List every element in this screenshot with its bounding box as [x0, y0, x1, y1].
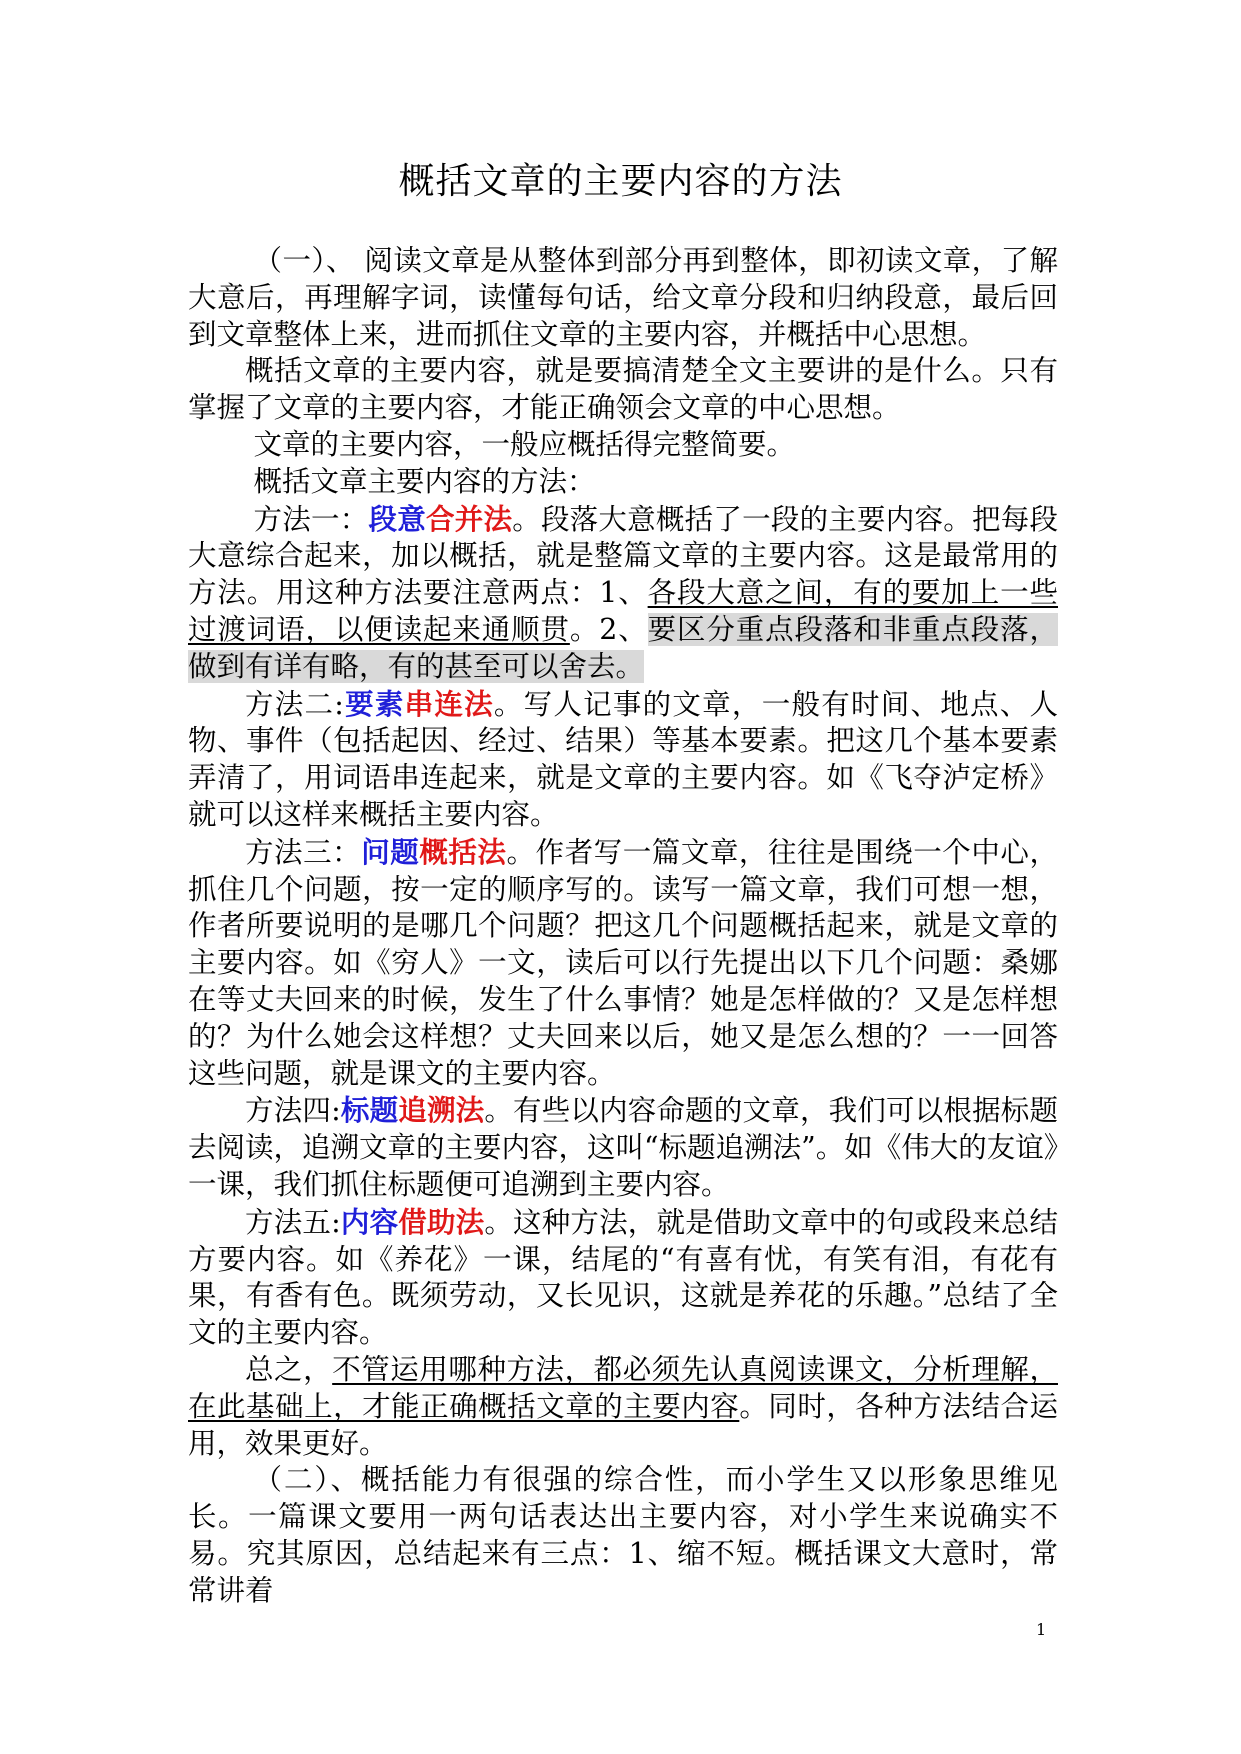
paragraph-method-1: [188, 501, 1058, 686]
method-1-lead: 方法一：: [253, 502, 369, 536]
method-3-keyword-blue: 问题: [361, 834, 420, 869]
paragraph-method-5: [188, 1204, 1058, 1352]
method-1-text: 。段落大意概括了一段的主要内容。把每段大意综合起来，加以概括，就是整篇文章的主要内容。这是最常用的方法。用这种方法要注意两点：1、: [188, 502, 1058, 610]
method-2-text: 。写人记事的文章，一般有时间、地点、人物、事件（包括起因、经过、结果）等基本要素。把这几个基本要素弄清了，用词语串连起来，就是文章的主要内容。如《飞夺泸定桥》就可以这样来概括主要内容。: [188, 687, 1058, 831]
document-body: [188, 243, 1058, 1609]
method-4-lead: 方法四:: [245, 1094, 341, 1128]
paragraph-part-two: （二）、概括能力有很强的综合性，而小学生又以形象思维见长。一篇课文要用一两句话表达出主要内容，对小学生来说确实不易。究其原因，总结起来有三点：1、缩不短。概括课文大意时，常常讲着: [188, 1463, 1058, 1607]
method-2-keyword-red: 串连法: [404, 686, 494, 721]
page-number: 1: [1036, 1620, 1047, 1639]
page-title: 概括文章的主要内容的方法: [398, 161, 843, 202]
method-1-keyword-blue: 段意: [368, 501, 426, 536]
paragraph-main-content: 概括文章的主要内容，就是要搞清楚全文主要讲的是什么。只有掌握了文章的主要内容，才能正确领会文章的中心思想。: [188, 354, 1058, 425]
method-2-lead: 方法二:: [245, 687, 344, 721]
summary-text: 。同时，各种方法结合运用，效果更好。: [188, 1389, 1058, 1460]
method-3-keyword-red: 概括法: [419, 834, 507, 869]
paragraph-summary: [188, 1352, 1058, 1462]
method-1-keyword-red: 合并法: [425, 501, 513, 536]
method-1-underlined-text: 各段大意之间，有的要加上一些过渡词语，以便读起来通顺贯: [188, 576, 1058, 646]
method-4-keyword-red: 追溯法: [398, 1093, 485, 1128]
paragraph-intro: （一）、 阅读文章是从整体到部分再到整体，即初读文章，了解大意后，再理解字词，读懂每句话，给文章分段和归纳段意，最后回到文章整体上来，进而抓住文章的主要内容，并概括中心思想。: [188, 244, 1058, 351]
paragraph-method-3: [188, 834, 1058, 1093]
method-5-text: 。这种方法，就是借助文章中的句或段来总结方要内容。如《养花》一课，结尾的“有喜有忧，有笑有泪，有花有果，有香有色。既须劳动，又长见识，这就是养花的乐趣。”总结了全文的主要内容。: [188, 1205, 1058, 1350]
paragraph-method-4: [188, 1092, 1058, 1203]
method-5-lead: 方法五:: [245, 1205, 341, 1239]
summary-lead: 总之，: [245, 1352, 333, 1386]
paragraph-concise: 文章的主要内容，一般应概括得完整简要。: [253, 427, 796, 461]
method-4-text: 。有些以内容命题的文章，我们可以根据标题去阅读，追溯文章的主要内容，这叫“标题追溯法”。如《伟大的友谊》一课，我们抓住标题便可追溯到主要内容。: [188, 1094, 1058, 1201]
method-1-mid: 。2、: [569, 612, 648, 646]
paragraph-method-2: [188, 686, 1058, 834]
paragraph-methods-heading: 概括文章主要内容的方法：: [253, 464, 596, 498]
method-1-highlighted-text: 要区分重点段落和非重点段落，做到有详有略，有的甚至可以舍去。: [188, 612, 1058, 683]
method-4-keyword-blue: 标题: [340, 1093, 399, 1128]
method-5-keyword-red: 借助法: [398, 1204, 485, 1239]
method-2-keyword-blue: 要素: [343, 686, 405, 721]
summary-underlined-text: 不管运用哪种方法，都必须先认真阅读课文，分析理解，在此基础上，才能正确概括文章的主要内容: [188, 1352, 1058, 1423]
method-3-text: 。作者写一篇文章，往往是围绕一个中心，抓住几个问题，按一定的顺序写的。读写一篇文章，我们可想一想，作者所要说明的是哪几个问题？把这几个问题概括起来，就是文章的主要内容。如《穷人》一文，读后可以行先提出以下几个问题：桑娜在等丈夫回来的时候，发生了什么事情？她是怎样做的？又是怎样想的？为什么她会这样想？丈夫回来以后，她又是怎么想的？一一回答这些问题，就是课文的主要内容。: [188, 835, 1058, 1090]
method-5-keyword-blue: 内容: [340, 1204, 399, 1239]
method-3-lead: 方法三：: [245, 835, 362, 869]
